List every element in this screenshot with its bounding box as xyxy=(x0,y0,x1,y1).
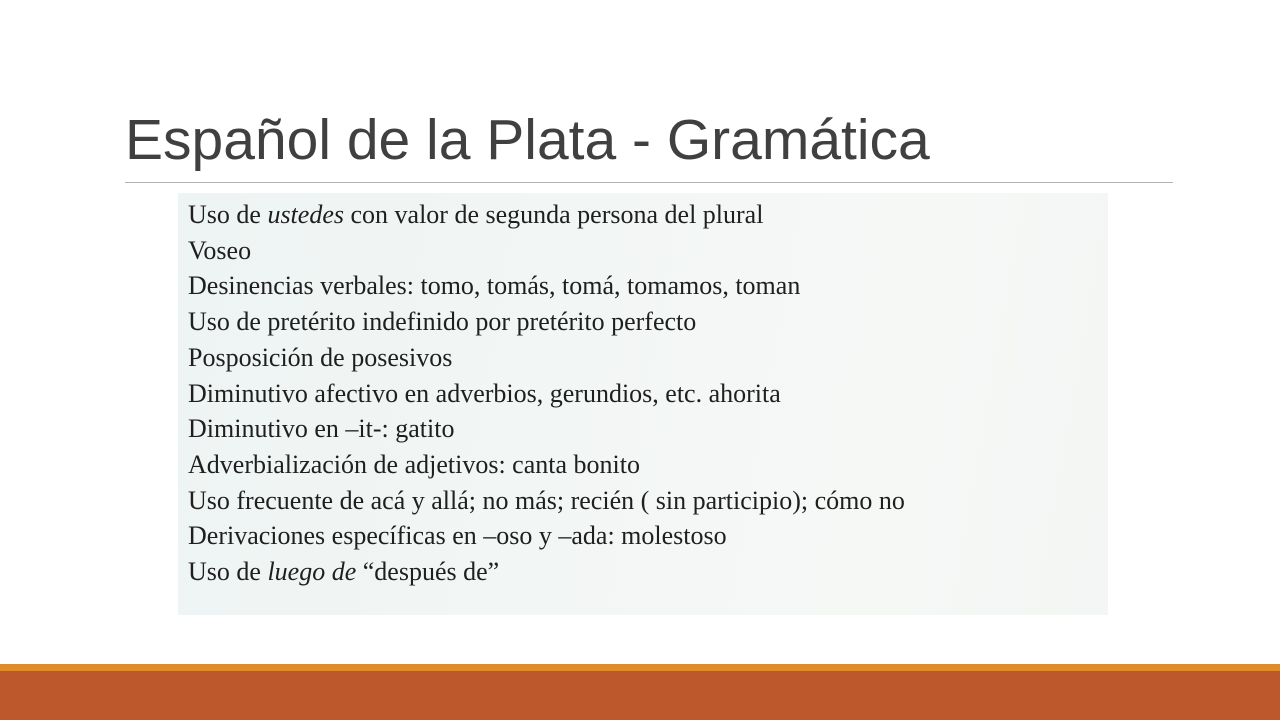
feature-line xyxy=(188,447,1108,483)
feature-line xyxy=(188,233,1108,269)
feature-text: Uso de pretérito indefinido por pretérito perfecto xyxy=(188,307,697,337)
feature-line xyxy=(188,518,1108,554)
footer-bar xyxy=(0,671,1280,720)
footer-accent-stripe xyxy=(0,664,1280,671)
feature-italic-term: ustedes xyxy=(267,200,344,229)
feature-text: “después de” xyxy=(356,557,500,587)
title-divider xyxy=(125,182,1173,183)
feature-text: Desinencias verbales: tomo, tomás, tomá, tomamos, toman xyxy=(188,271,801,301)
feature-text: Derivaciones específicas en –oso y –ada: molestoso xyxy=(188,521,727,551)
feature-text: Uso frecuente de acá y allá; no más; recién ( sin participio); cómo no xyxy=(188,485,905,515)
feature-line xyxy=(188,268,1108,304)
slide-title: Español de la Plata - Gramática xyxy=(125,108,930,172)
feature-text: Adverbialización de adjetivos: canta bonito xyxy=(188,449,640,479)
feature-text: Uso de xyxy=(188,200,268,229)
feature-line xyxy=(188,304,1108,340)
feature-line xyxy=(188,340,1108,376)
scanned-text-image xyxy=(178,193,1108,615)
feature-text: Posposición de posesivos xyxy=(188,342,453,372)
feature-line xyxy=(188,376,1108,412)
feature-text: Diminutivo afectivo en adverbios, gerundios, etc. ahorita xyxy=(188,378,781,408)
feature-italic-term: luego de xyxy=(267,557,357,587)
feature-text: Uso de xyxy=(188,557,268,587)
feature-text: Voseo xyxy=(188,235,252,265)
feature-line xyxy=(188,554,1108,590)
feature-text: con valor de segunda persona del plural xyxy=(343,200,764,229)
feature-line xyxy=(188,197,1108,233)
feature-line xyxy=(188,411,1108,447)
feature-line xyxy=(188,483,1108,519)
feature-text: Diminutivo en –it-: gatito xyxy=(188,414,455,444)
